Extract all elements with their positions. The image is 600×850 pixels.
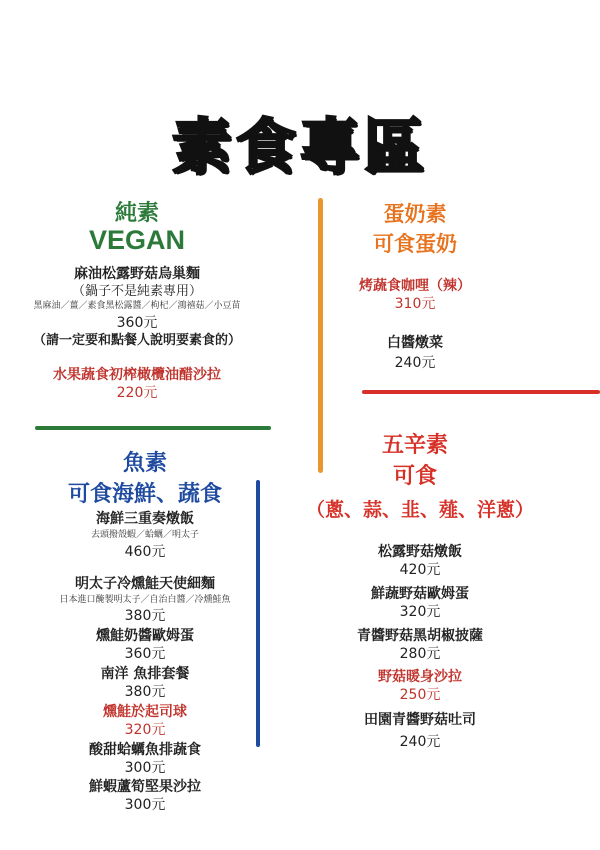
- ovo-item-name: 白醬燉菜: [387, 335, 443, 351]
- fish-item-price: 300元: [124, 760, 166, 776]
- fish-item-price: 380元: [124, 608, 166, 624]
- fish-item-name: 燻鮭奶醬歐姆蛋: [96, 628, 194, 644]
- five-item-price: 280元: [399, 646, 441, 662]
- fish-item-name: 海鮮三重奏燉飯: [96, 511, 194, 527]
- page-title: 素食專區: [172, 113, 428, 183]
- fish-item-price: 460元: [124, 544, 166, 560]
- fish-item-name: 燻鮭於起司球: [103, 704, 187, 720]
- five-item-price: 420元: [399, 562, 441, 578]
- green-divider-horizontal: [35, 426, 271, 430]
- fish-item-sub: 日本進口醃製明太子／自治白醬／冷燻鮭魚: [59, 595, 231, 605]
- fish-header: 魚素: [122, 451, 167, 476]
- ovo-item-price: 240元: [394, 355, 436, 371]
- ovo-lacto-subheader: 可食蛋奶: [373, 232, 457, 256]
- vegan-item-ingredients: 黑麻油／薑／素食黑松露醬／枸杞／鴻禧菇／小豆苗: [33, 301, 241, 311]
- five-item-name: 青醬野菇黑胡椒披薩: [357, 628, 483, 644]
- five-pungent-header: 五辛素: [381, 433, 448, 458]
- fish-item-price: 380元: [124, 684, 166, 700]
- red-divider-horizontal: [362, 390, 600, 394]
- fish-item-sub: 去頭撥殼蝦／蛤蠣／明太子: [90, 530, 199, 540]
- vegan-item-price: 220元: [116, 385, 158, 401]
- five-item-name: 松露野菇燉飯: [378, 544, 462, 560]
- vegan-subheader: VEGAN: [88, 225, 186, 255]
- vegan-item-name: 水果蔬食初榨橄欖油醋沙拉: [53, 367, 221, 383]
- five-pungent-subheader: 可食: [392, 464, 437, 489]
- vegan-item-note: （鍋子不是純素專用）: [71, 284, 202, 299]
- fish-item-price: 360元: [124, 646, 166, 662]
- ovo-lacto-header: 蛋奶素: [383, 202, 447, 226]
- fish-item-name: 酸甜蛤蠣魚排蔬食: [89, 742, 201, 758]
- fish-item-name: 鮮蝦蘆筍堅果沙拉: [89, 779, 201, 795]
- vegan-item-price: 360元: [116, 315, 158, 331]
- five-item-name: 鮮蔬野菇歐姆蛋: [371, 586, 469, 602]
- five-item-price: 240元: [399, 734, 441, 750]
- fish-subheader: 可食海鮮、蔬食: [67, 482, 222, 507]
- ovo-item-name: 烤蔬食咖哩（辣）: [359, 278, 471, 294]
- five-item-price: 250元: [399, 687, 441, 703]
- vegan-item-name: 麻油松露野菇烏巢麵: [74, 266, 200, 282]
- five-item-name: 田園青醬野菇吐司: [364, 712, 476, 728]
- blue-divider-vertical: [256, 480, 260, 747]
- vegan-header: 純素: [114, 201, 159, 226]
- fish-item-price: 300元: [124, 797, 166, 813]
- fish-item-price: 320元: [124, 722, 166, 738]
- fish-item-name: 南洋 魚排套餐: [100, 666, 190, 682]
- vegan-warning-note: （請一定要和點餐人說明要素食的）: [32, 333, 241, 348]
- five-pungent-list: （蔥、蒜、韭、薤、洋蔥）: [305, 499, 534, 521]
- fish-item-name: 明太子冷燻鮭天使細麵: [75, 576, 215, 592]
- five-item-name: 野菇暖身沙拉: [378, 669, 462, 685]
- ovo-item-price: 310元: [394, 296, 436, 312]
- five-item-price: 320元: [399, 604, 441, 620]
